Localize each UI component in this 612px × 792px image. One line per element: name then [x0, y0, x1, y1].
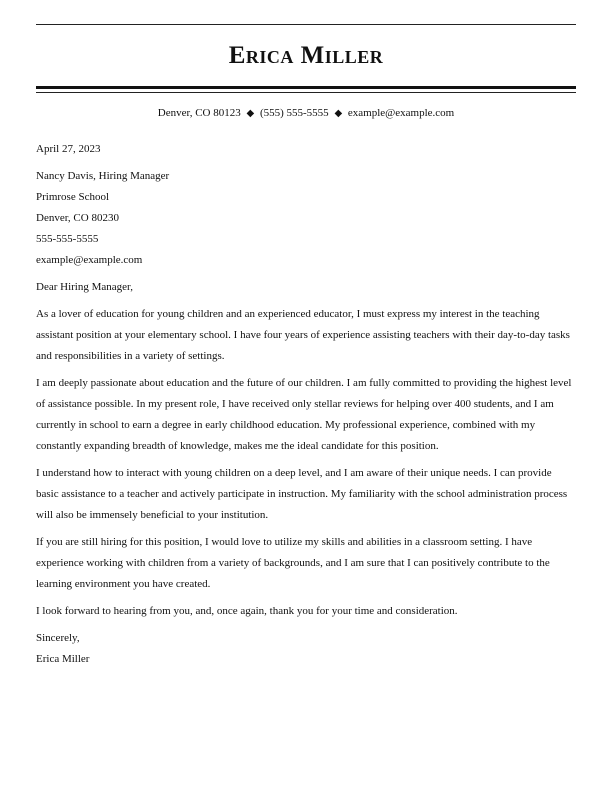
recipient-phone: 555-555-5555 — [36, 233, 99, 245]
recipient-email: example@example.com — [36, 254, 143, 266]
contact-email: example@example.com — [347, 107, 455, 119]
letter-body — [36, 139, 574, 676]
applicant-name: Erica Miller — [228, 42, 384, 69]
body-paragraph-4: If you are still hiring for this position, I would love to utilize my skills and abilities in a classroom setting. I have experience working with children from a variety of backgrounds, and I am sure that I can positively contribute to the learning environment you have created. — [36, 536, 550, 590]
recipient-organization: Primrose School — [36, 191, 110, 203]
diamond-separator-icon: ◆ — [246, 108, 255, 119]
header-thin-rule — [36, 92, 576, 93]
contact-phone: (555) 555-5555 — [259, 107, 329, 119]
body-paragraph-3: I understand how to interact with young children on a deep level, and I am aware of their unique needs. I can provide basic assistance to a teacher and actively participate in instruction. My familiarity with the school administration process will also be immensely beneficial to your institution. — [36, 467, 568, 521]
body-paragraph-1: As a lover of education for young children and an experienced educator, I must express my interest in the teaching assistant position at your elementary school. I have four years of experience assisting teachers with their day-to-day tasks and responsibilities in a variety of settings. — [36, 308, 570, 362]
body-paragraph-5: I look forward to hearing from you, and, once again, thank you for your time and consideration. — [36, 605, 458, 617]
letter-date: April 27, 2023 — [36, 143, 101, 155]
contact-line — [36, 106, 576, 121]
sign-off — [36, 628, 574, 670]
diamond-separator-icon: ◆ — [334, 108, 343, 119]
top-rule — [36, 24, 576, 25]
header-thick-rule — [36, 86, 576, 89]
closing-phrase: Sincerely, — [36, 632, 80, 644]
recipient-city-state-zip: Denver, CO 80230 — [36, 212, 119, 224]
body-paragraph-2: I am deeply passionate about education and the future of our children. I am fully committed to providing the highest level of assistance possible. In my present role, I have received only stellar reviews for helping over 400 students, and I am currently in school to earn a degree in early childhood education. My professional experience, combined with my constantly expanding breadth of knowledge, makes me the ideal candidate for this position. — [36, 377, 572, 452]
signature-name: Erica Miller — [36, 653, 90, 665]
recipient-address — [36, 166, 574, 271]
salutation: Dear Hiring Manager, — [36, 281, 133, 293]
contact-location: Denver, CO 80123 — [157, 107, 241, 119]
recipient-name-title: Nancy Davis, Hiring Manager — [36, 170, 170, 182]
